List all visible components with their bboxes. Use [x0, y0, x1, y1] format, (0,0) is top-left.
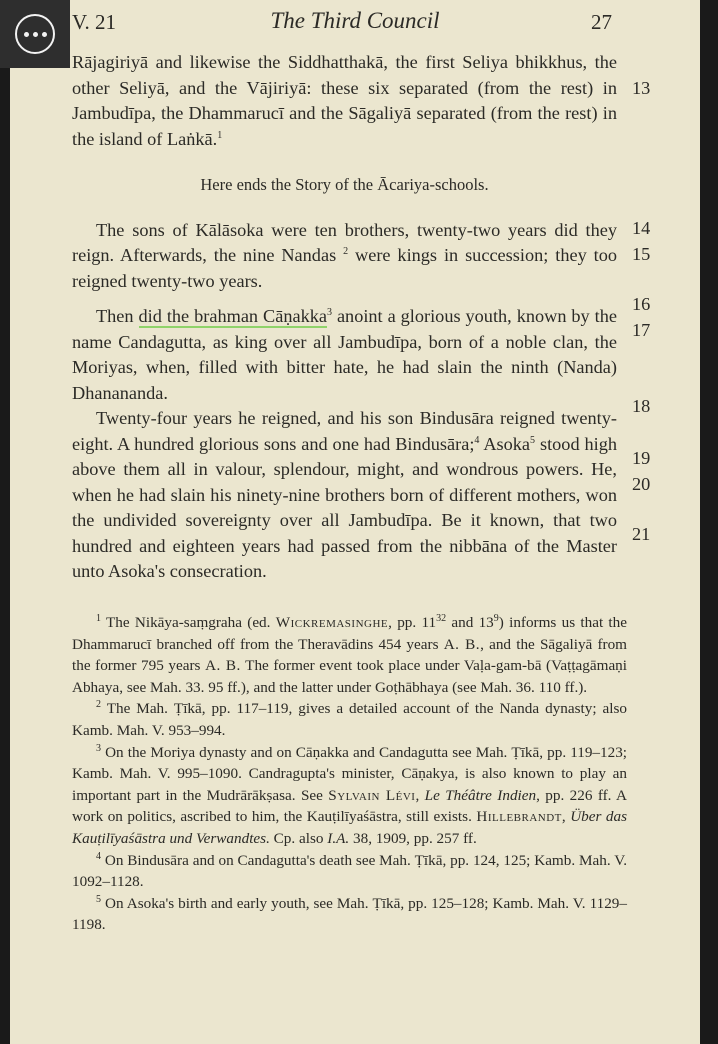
book-page	[10, 0, 700, 1044]
footnote-ref[interactable]: 2	[343, 245, 349, 257]
footnote: $^3$ On the Moriya dynasty and on Cāṇakka and Candagutta see Mah. Ṭīkā, pp. 119–123; Kamb. Mah. V. 995–1090. Candragupta's minister, Cāṇakya, is also known to play an important part in the Mudrārākṣasa. See Sylvain Lévi, Le Théâtre Indien, pp. 226 ff. A work on politics, ascribed to him, the Kauṭilīyaśāstra, still exists. Hillebrandt, Über das Kauṭilīyaśāstra und Verwandtes. Cp. also I.A. 38, 1909, pp. 257 ff.	[72, 742, 628, 847]
main-text	[72, 50, 617, 585]
highlighted-text[interactable]: did the brahman Cāṇakka	[138, 306, 327, 326]
verse-number: 16	[632, 294, 651, 314]
more-options-icon	[15, 14, 55, 54]
paragraph: The sons of Kālāsoka were ten brothers, twenty-two years did they reign. Afterwards, the nine Nandas $^2$ were kings in succession; they too reigned twenty-two years.	[72, 219, 617, 291]
paragraph: Twenty-four years he reigned, and his son Bindusāra reigned twenty-eight. A hundred glorious sons and one had Bindusāra;$^4$ Asoka$^5$ stood high above them all in valour, splendour, might, and wondrous powers. He, when he had slain his ninety-nine brothers born of different mothers, won the undivided sovereignty over all Jambudīpa. Be it known, that two hundred and eighteen years had passed from the nibbāna of the Master unto Asoka's consecration.	[72, 408, 618, 581]
footnote: $^5$ On Asoka's birth and early youth, see Mah. Ṭīkā, pp. 125–128; Kamb. Mah. V. 1129–1198.	[72, 893, 627, 934]
page-number: 27	[591, 10, 612, 34]
footnote-ref[interactable]: 1	[217, 129, 223, 141]
page-header	[10, 8, 700, 40]
footnote-ref[interactable]: 4	[474, 434, 480, 446]
running-head-verse: V. 21	[72, 10, 116, 34]
verse-number: 19	[632, 448, 651, 468]
footnote-ref[interactable]: 5	[530, 434, 536, 446]
verse-number: 14	[632, 218, 651, 238]
verse-number: 20	[632, 474, 651, 494]
footnote: $^1$ The Nikāya-saṃgraha (ed. Wickremasinghe, pp. $11^{32}$ and $13^9$) informs us that the Dhammarucī branched off from the Theravādins 454 years A. B., and the Sāgaliyā from the former 795 years A. B. The former event took place under Vaḷa-gam-bā (Vaṭṭagāmaṇi Abhaya, see Mah. 33. 95 ff.), and the latter under Goṭhābhaya (see Mah. 36. 110 ff.).	[72, 612, 627, 696]
footnote-ref[interactable]: 3	[326, 306, 332, 318]
verse-number: 21	[632, 524, 651, 544]
verse-number: 13	[632, 78, 651, 98]
footnotes	[72, 612, 627, 936]
verse-number: 17	[632, 320, 651, 340]
running-head-title: The Third Council	[270, 8, 440, 33]
verse-number: 18	[632, 396, 651, 416]
section-end-note: Here ends the Story of the Ācariya-schools.	[200, 175, 489, 194]
paragraph: Rājagiriyā and likewise the Siddhatthakā, the first Seliya bhikkhus, the other Seliyā, and the Vājiriyā: these six separated (from the rest) in Jambudīpa, the Dhammarucī and the Sāgaliyā separated (from the rest) in the island of Laṅkā.$^1$	[72, 52, 617, 149]
footnote: $^4$ On Bindusāra and on Candagutta's death see Mah. Ṭīkā, pp. 124, 125; Kamb. Mah. V. 1092–1128.	[72, 850, 628, 891]
verse-number: 15	[632, 244, 651, 264]
more-options-button[interactable]	[0, 0, 70, 68]
paragraph: Then did the brahman Cāṇakka$^3$ anoint a glorious youth, known by the name Candagutta, as king over all Jambudīpa, born of a noble clan, the Moriyas, when, filled with bitter hate, he had slain the ninth (Nanda) Dhanananda.	[72, 306, 617, 403]
footnote: $^2$ The Mah. Ṭīkā, pp. 117–119, gives a detailed account of the Nanda dynasty; also Kamb. Mah. V. 953–994.	[72, 699, 627, 739]
